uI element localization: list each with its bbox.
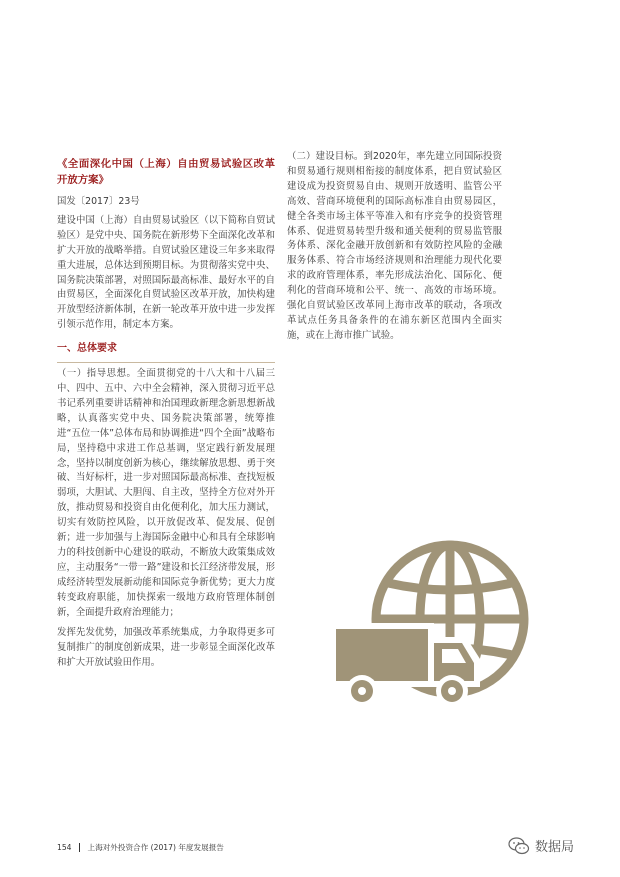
intro-paragraph: 建设中国（上海）自由贸易试验区（以下简称自贸试验区）是党中央、国务院在新形势下全面深化改革和扩大开放的战略举措。自贸试验区建设三年多来取得重大进展，总体达到预期目标。为贯彻落实党中央、国务院决策部署，对照国际最高标准、最好水平的自由贸易区，全面深化自贸试验区改革开放，加快构建开放型经济新体制，在新一轮改革开放中进一步发挥引领示范作用，制定本方案。 — [57, 214, 275, 331]
page-number: 154 — [57, 843, 72, 852]
page-footer — [57, 842, 224, 853]
report-title: 上海对外投资合作 (2017) 年度发展报告 — [87, 843, 224, 852]
document-number: 国发〔2017〕23号 — [57, 196, 140, 207]
construction-goal-paragraph: （二）建设目标。到2020年，率先建立同国际投资和贸易通行规则相衔接的制度体系，把自贸试验区建设成为投资贸易自由、规则开放透明、监管公平高效、营商环境便利的国际高标准自由贸易园区，健全各类市场主体平等准入和有序竞争的投资管理体系、促进贸易转型升级和通关便利的贸易监管服务体系、深化金融开放创新和有效防控风险的金融服务体系、符合市场经济规则和治理能力现代化要求的政府管理体系，率先形成法治化、国际化、便利化的营商环境和公平、统一、高效的市场环境。强化自贸试验区改革同上海市改革的联动，各项改革试点任务具备条件的在浦东新区范围内全面实施，或在上海市推广试验。 — [287, 151, 502, 341]
watermark — [508, 836, 574, 855]
watermark-label: 数据局 — [535, 840, 575, 855]
footer-divider — [79, 843, 80, 852]
globe-truck-icon — [330, 535, 536, 721]
right-column — [287, 150, 502, 344]
left-column — [57, 157, 275, 671]
section-heading: 一、总体要求 — [57, 343, 117, 355]
guiding-ideology-paragraph: （一）指导思想。全面贯彻党的十八大和十八届三中、四中、五中、六中全会精神，深入贯彻习近平总书记系列重要讲话精神和治国理政新理念新思想新战略，认真落实党中央、国务院决策部署，统筹推进“五位一体”总体布局和协调推进“四个全面”战略布局，坚持稳中求进工作总基调，坚定践行新发展理念，坚持以制度创新为核心，继续解放思想、勇于突破、当好标杆，进一步对照国际最高标准、查找短板弱项，大胆试、大胆闯、自主改，坚持全方位对外开放，推动贸易和投资自由化便利化，加大压力测试，切实有效防控风险，以开放促改革、促发展、促创新；进一步加强与上海国际金融中心和具有全球影响力的科技创新中心建设的联动，不断放大政策集成效应，主动服务“一带一路”建设和长江经济带发展，形成经济转型发展新动能和国际竞争新优势；更大力度转变政府职能，加快探索一级地方政府管理体制创新，全面提升政府治理能力； — [57, 368, 275, 618]
advantage-paragraph: 发挥先发优势，加强改革系统集成，力争取得更多可复制推广的制度创新成果，进一步彰显全面深化改革和扩大开放试验田作用。 — [57, 627, 275, 669]
document-title: 《全面深化中国（上海）自由贸易试验区改革开放方案》 — [57, 158, 275, 186]
wechat-icon — [508, 837, 530, 855]
section-divider — [57, 362, 275, 363]
